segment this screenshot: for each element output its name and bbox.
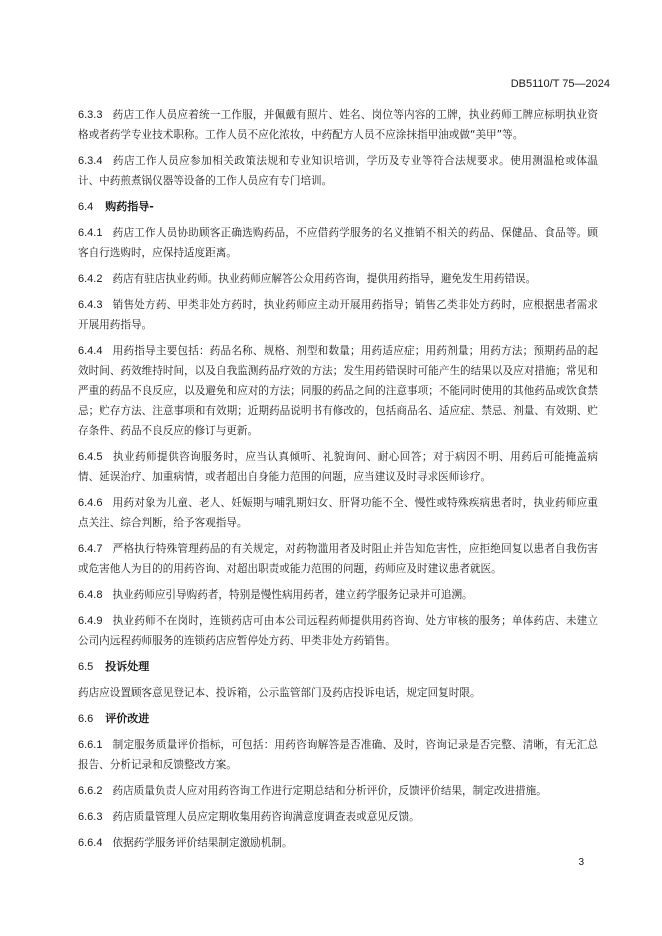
clause-6-4-1 <box>78 223 598 263</box>
clause-number: 6.6.3 <box>78 811 103 823</box>
clause-6-4-8 <box>78 585 598 605</box>
clause-number: 6.4.1 <box>78 227 103 239</box>
document-body <box>78 105 598 859</box>
section-title: 投诉处理 <box>105 660 150 673</box>
clause-number: 6.4.3 <box>78 299 103 311</box>
paragraph-text: 药店应设置顾客意见登记本、投诉箱，公示监管部门及药店投诉电话，规定回复时限。 <box>78 687 481 699</box>
clause-6-6-3 <box>78 807 598 827</box>
section-number: 6.6 <box>78 713 94 725</box>
paragraph-6-5 <box>78 683 598 703</box>
clause-number: 6.4.7 <box>78 543 103 555</box>
clause-number: 6.6.4 <box>78 837 103 849</box>
clause-text: 制定服务质量评价指标，可包括：用药咨询解答是否准确、及时，咨询记录是否完整、清晰，有无汇总报告、分析记录和反馈整改方案。 <box>78 739 598 771</box>
clause-6-4-4 <box>78 341 598 441</box>
clause-6-4-3 <box>78 295 598 335</box>
clause-6-4-9 <box>78 611 598 651</box>
clause-6-4-2 <box>78 269 598 289</box>
clause-6-3-3 <box>78 105 598 145</box>
clause-6-6-4 <box>78 833 598 853</box>
clause-number: 6.4.5 <box>78 451 103 463</box>
clause-text: 严格执行特殊管理药品的有关规定，对药物滥用者及时阻止并告知危害性，应拒绝回复以患者自我伤害或危害他人为目的的用药咨询、对超出职责或能力范围的问题，药师应及时建议患者就医。 <box>78 543 598 575</box>
clause-number: 6.4.8 <box>78 589 103 601</box>
clause-text: 药店工作人员应着统一工作服，并佩戴有照片、姓名、岗位等内容的工牌，执业药师工牌应标明执业资格或者药学专业技术职称。工作人员不应化浓妆，中药配方人员不应涂抹指甲油或做“美甲”等。 <box>78 109 598 141</box>
clause-6-6-1 <box>78 735 598 775</box>
page-number: 3 <box>578 857 584 868</box>
section-heading-6-5 <box>78 657 598 677</box>
clause-6-4-7 <box>78 539 598 579</box>
clause-number: 6.4.4 <box>78 345 103 357</box>
clause-number: 6.4.6 <box>78 497 103 509</box>
clause-text: 药店有驻店执业药师。执业药师应解答公众用药咨询，提供用药指导，避免发生用药错误。 <box>112 273 537 285</box>
clause-text: 药店质量管理人员应定期收集用药咨询满意度调查表或意见反馈。 <box>112 811 420 823</box>
clause-6-3-4 <box>78 151 598 191</box>
clause-6-4-5 <box>78 447 598 487</box>
clause-text: 执业药师提供咨询服务时，应当认真倾听、礼貌询问、耐心回答；对于病因不明、用药后可能掩盖病情、延误治疗、加重病情，或者超出自身能力范围的问题，应当建议及时寻求医师诊疗。 <box>78 451 598 483</box>
section-heading-6-6 <box>78 709 598 729</box>
clause-text: 执业药师应引导购药者，特别是慢性病用药者，建立药学服务记录并可追溯。 <box>112 589 473 601</box>
section-number: 6.4 <box>78 201 94 213</box>
clause-6-6-2 <box>78 781 598 801</box>
clause-number: 6.3.4 <box>78 155 103 167</box>
clause-text: 药店工作人员应参加相关政策法规和专业知识培训，学历及专业等符合法规要求。使用测温枪或体温计、中药煎煮锅仪器等设备的工作人员应有专门培训。 <box>78 155 598 187</box>
clause-number: 6.4.2 <box>78 273 103 285</box>
section-number: 6.5 <box>78 661 94 673</box>
clause-text: 依据药学服务评价结果制定激励机制。 <box>112 837 293 849</box>
section-title: 购药指导- <box>105 200 154 213</box>
clause-number: 6.6.2 <box>78 785 103 797</box>
section-title: 评价改进 <box>105 712 150 725</box>
clause-text: 用药对象为儿童、老人、妊娠期与哺乳期妇女、肝肾功能不全、慢性或特殊疾病患者时，执业药师应重点关注、综合判断，给予客观指导。 <box>78 497 598 529</box>
section-heading-6-4 <box>78 197 598 217</box>
clause-number: 6.4.9 <box>78 615 103 627</box>
clause-text: 销售处方药、甲类非处方药时，执业药师应主动开展用药指导；销售乙类非处方药时，应根据患者需求开展用药指导。 <box>78 299 598 331</box>
clause-number: 6.6.1 <box>78 739 103 751</box>
clause-number: 6.3.3 <box>78 109 103 121</box>
clause-text: 药店质量负责人应对用药咨询工作进行定期总结和分析评价，反馈评价结果，制定改进措施。 <box>112 785 547 797</box>
standard-code: DB5110/T 75—2024 <box>510 78 610 90</box>
clause-text: 用药指导主要包括：药品名称、规格、剂型和数量；用药适应症；用药剂量；用药方法；预期药品的起效时间、药效维持时间，以及自我监测药品疗效的方法；发生用药错误时可能产生的结果以及应对措施；常见和严重的药品不良反应，以及避免和应对的方法；同服的药品之间的注意事项；不能同时使用的其他药品或饮食禁忌；贮存方法、注意事项和有效期；近期药品说明书有修改的，包括商品名、适应症、禁忌、剂量、有效期、贮存条件、药品不良反应的修订与更新。 <box>78 345 598 437</box>
clause-text: 执业药师不在岗时，连锁药店可由本公司远程药师提供用药咨询、处方审核的服务；单体药店、未建立公司内远程药师服务的连锁药店应暂停处方药、甲类非处方药销售。 <box>78 615 598 647</box>
clause-6-4-6 <box>78 493 598 533</box>
clause-text: 药店工作人员协助顾客正确选购药品，不应借药学服务的名义推销不相关的药品、保健品、食品等。顾客自行选购时，应保持适度距离。 <box>78 227 598 259</box>
